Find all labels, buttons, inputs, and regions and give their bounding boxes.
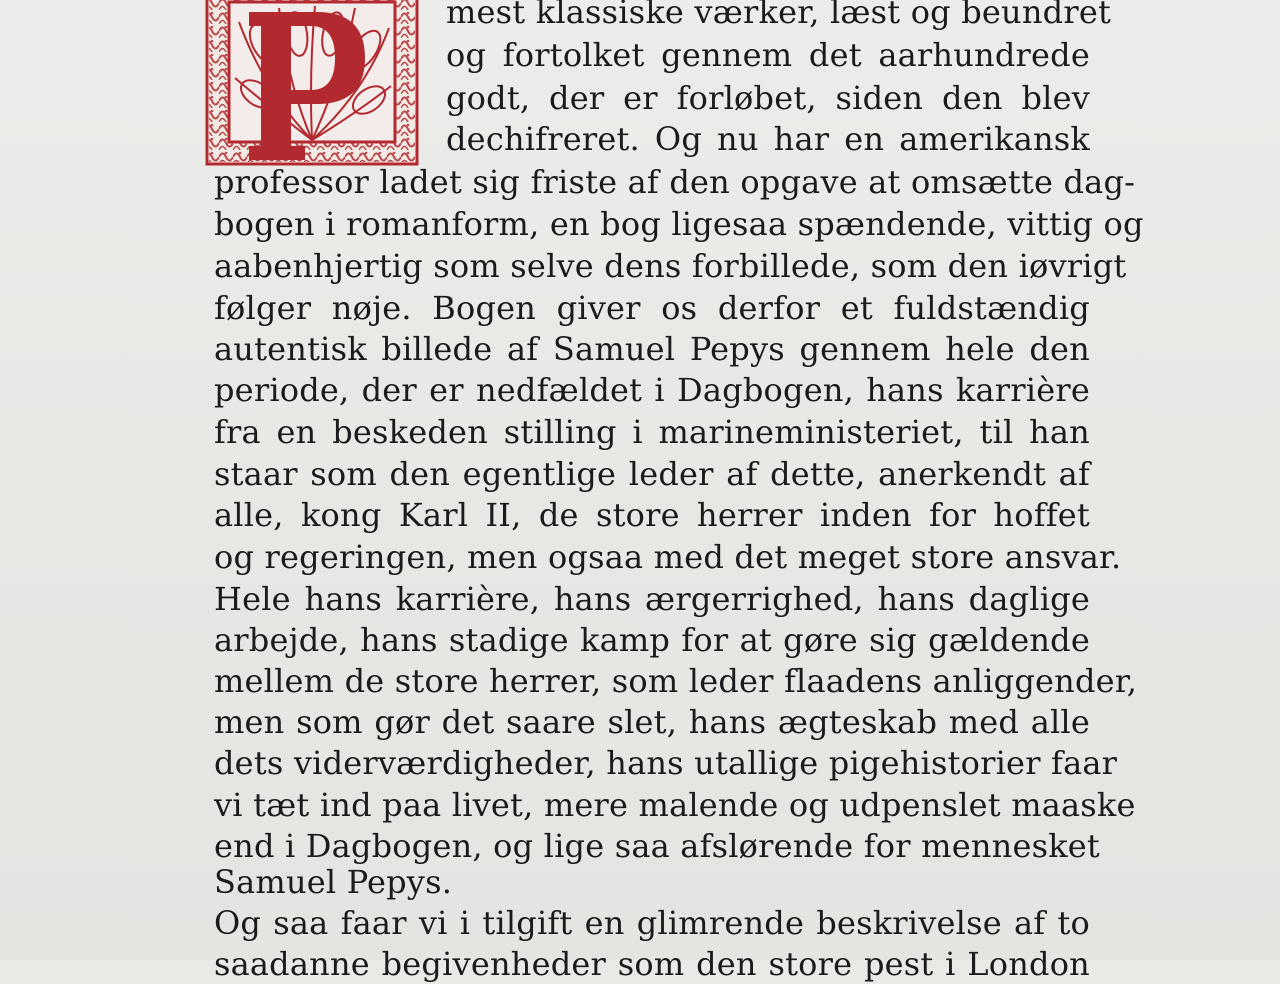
text-line: følger nøje. Bogen giver os derfor et fuldstændig: [214, 289, 1090, 327]
text-line: mest klassiske værker, læst og beundret: [446, 0, 1112, 31]
text-line: godt, der er forløbet, siden den blev: [446, 79, 1090, 117]
text-line: end i Dagbogen, og lige saa afslørende for mennesket: [214, 827, 1100, 865]
decorative-initial-p: [205, 0, 419, 166]
text-line: aabenhjertig som selve dens forbillede, som den iøvrigt: [214, 247, 1127, 285]
text-line: og fortolket gennem det aarhundrede: [446, 36, 1090, 74]
text-line: men som gør det saare slet, hans ægteskab med alle: [214, 703, 1090, 741]
text-line: staar som den egentlige leder af dette, anerkendt af: [214, 455, 1090, 493]
text-line: Og saa faar vi i tilgift en glimrende beskrivelse af to: [214, 904, 1090, 942]
text-line: autentisk billede af Samuel Pepys gennem hele den: [214, 330, 1090, 368]
text-line: Hele hans karrière, hans ærgerrighed, hans daglige: [214, 580, 1090, 618]
text-line: periode, der er nedfældet i Dagbogen, hans karrière: [214, 371, 1090, 409]
ornament-illustration: [205, 0, 419, 166]
text-line: alle, kong Karl II, de store herrer inden for hoffet: [214, 496, 1090, 534]
text-line: bogen i romanform, en bog ligesaa spændende, vittig og: [214, 205, 1144, 243]
text-line: saadanne begivenheder som den store pest i London: [214, 945, 1090, 983]
text-line: professor ladet sig friste af den opgave at omsætte dag-: [214, 163, 1136, 201]
text-line: dets viderværdigheder, hans utallige pigehistorier faar: [214, 744, 1118, 782]
text-line: vi tæt ind paa livet, mere malende og udpenslet maaske: [214, 786, 1136, 824]
text-line: fra en beskeden stilling i marineministeriet, til han: [214, 413, 1090, 451]
text-line: og regeringen, men ogsaa med det meget store ansvar.: [214, 538, 1122, 576]
text-line: dechifreret. Og nu har en amerikansk: [446, 120, 1090, 158]
text-line: arbejde, hans stadige kamp for at gøre sig gældende: [214, 621, 1090, 659]
text-line: mellem de store herrer, som leder flaadens anliggender,: [214, 662, 1138, 700]
text-line: Samuel Pepys.: [214, 863, 453, 901]
